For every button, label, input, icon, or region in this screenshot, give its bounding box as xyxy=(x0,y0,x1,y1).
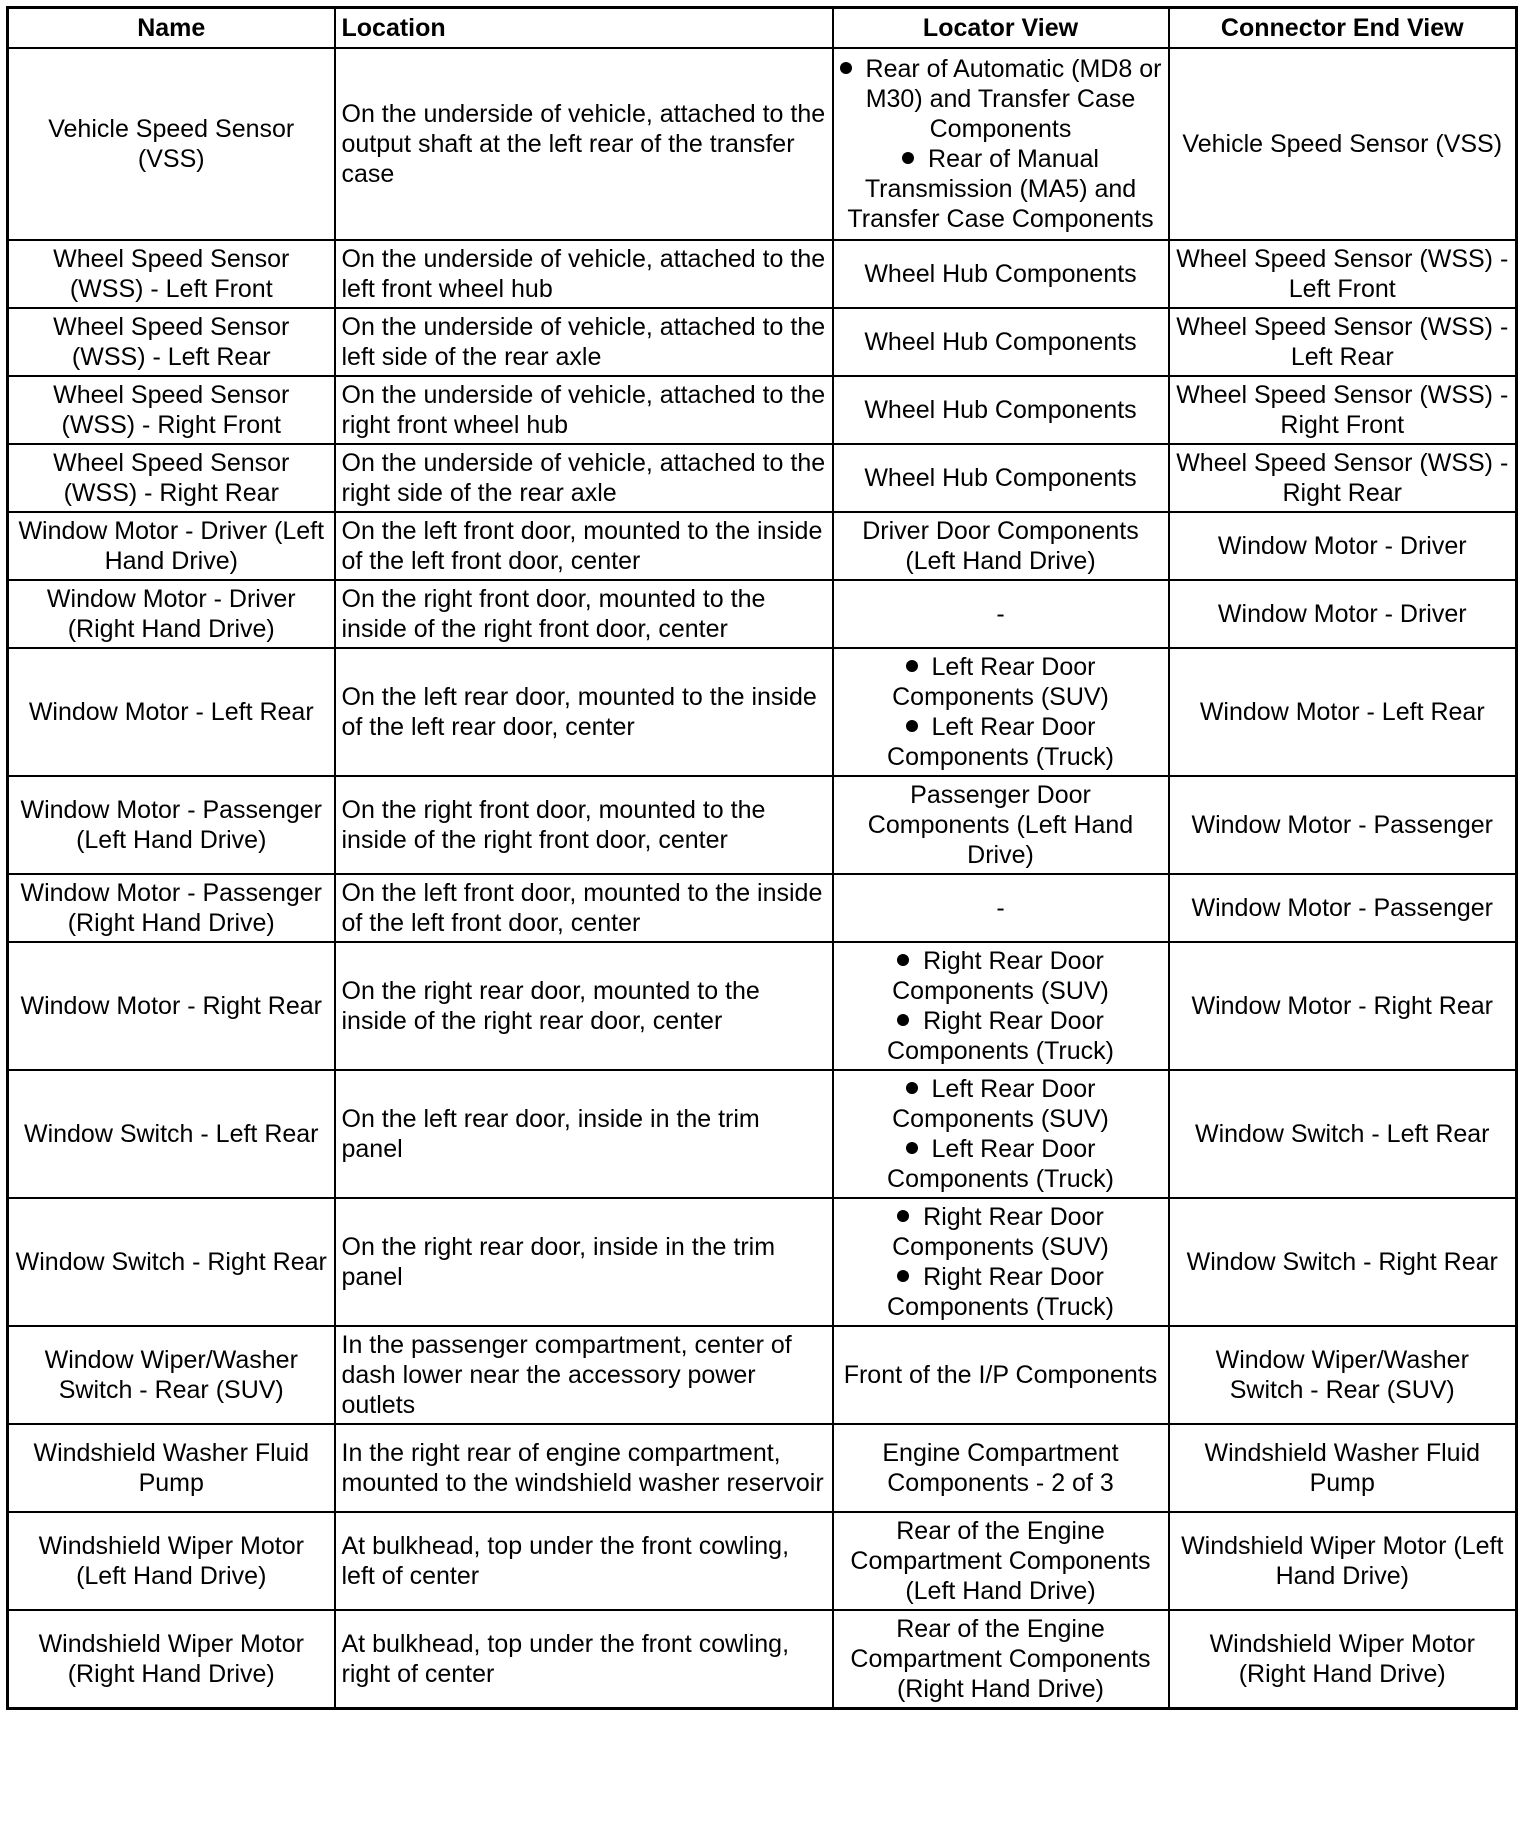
cell-name: Window Switch - Left Rear xyxy=(8,1070,335,1198)
cell-locator-view xyxy=(833,1070,1169,1198)
cell-name: Window Motor - Driver (Right Hand Drive) xyxy=(8,580,335,648)
cell-locator-view: Wheel Hub Components xyxy=(833,376,1169,444)
bullet-icon xyxy=(906,720,918,732)
cell-locator-view: Rear of the Engine Compartment Components (Right Hand Drive) xyxy=(833,1610,1169,1709)
table-row xyxy=(8,240,1517,308)
header-row xyxy=(8,8,1517,49)
cell-name: Window Motor - Passenger (Left Hand Drive) xyxy=(8,776,335,874)
component-locator-table xyxy=(6,6,1518,1710)
cell-locator-view xyxy=(833,942,1169,1070)
locator-view-item xyxy=(840,712,1162,772)
header-locator-view: Locator View xyxy=(833,8,1169,49)
cell-locator-view xyxy=(833,1198,1169,1326)
bullet-icon xyxy=(897,954,909,966)
bullet-icon xyxy=(906,1142,918,1154)
cell-connector-end-view: Window Motor - Left Rear xyxy=(1169,648,1517,776)
cell-locator-view: Passenger Door Components (Left Hand Drive) xyxy=(833,776,1169,874)
cell-location: On the right front door, mounted to the inside of the right front door, center xyxy=(335,776,833,874)
cell-location: At bulkhead, top under the front cowling, right of center xyxy=(335,1610,833,1709)
locator-view-list xyxy=(840,1074,1162,1194)
cell-connector-end-view: Windshield Wiper Motor (Right Hand Drive) xyxy=(1169,1610,1517,1709)
cell-connector-end-view: Windshield Wiper Motor (Left Hand Drive) xyxy=(1169,1512,1517,1610)
cell-locator-view: - xyxy=(833,580,1169,648)
table-row xyxy=(8,1326,1517,1424)
cell-locator-view: Wheel Hub Components xyxy=(833,308,1169,376)
cell-location: At bulkhead, top under the front cowling, left of center xyxy=(335,1512,833,1610)
table-row xyxy=(8,444,1517,512)
cell-name: Window Motor - Left Rear xyxy=(8,648,335,776)
locator-view-text: Right Rear Door Components (SUV) xyxy=(892,1203,1109,1261)
cell-connector-end-view: Window Motor - Driver xyxy=(1169,512,1517,580)
table-row xyxy=(8,512,1517,580)
bullet-icon xyxy=(902,152,914,164)
cell-connector-end-view: Wheel Speed Sensor (WSS) - Left Rear xyxy=(1169,308,1517,376)
cell-name: Window Wiper/Washer Switch - Rear (SUV) xyxy=(8,1326,335,1424)
cell-locator-view: Rear of the Engine Compartment Components (Left Hand Drive) xyxy=(833,1512,1169,1610)
cell-location: On the right rear door, inside in the trim panel xyxy=(335,1198,833,1326)
table-row xyxy=(8,580,1517,648)
cell-connector-end-view: Window Motor - Passenger xyxy=(1169,776,1517,874)
locator-view-text: Right Rear Door Components (Truck) xyxy=(887,1263,1114,1321)
cell-location: On the right front door, mounted to the inside of the right front door, center xyxy=(335,580,833,648)
cell-location: In the right rear of engine compartment, mounted to the windshield washer reservoir xyxy=(335,1424,833,1512)
cell-connector-end-view: Wheel Speed Sensor (WSS) - Right Rear xyxy=(1169,444,1517,512)
table-row xyxy=(8,1198,1517,1326)
locator-view-list xyxy=(840,54,1162,234)
table-row xyxy=(8,1070,1517,1198)
table-row xyxy=(8,48,1517,240)
cell-name: Wheel Speed Sensor (WSS) - Left Front xyxy=(8,240,335,308)
header-connector-end-view: Connector End View xyxy=(1169,8,1517,49)
cell-locator-view: Wheel Hub Components xyxy=(833,444,1169,512)
bullet-icon xyxy=(906,1082,918,1094)
cell-locator-view: Engine Compartment Components - 2 of 3 xyxy=(833,1424,1169,1512)
bullet-icon xyxy=(897,1014,909,1026)
table-row xyxy=(8,942,1517,1070)
bullet-icon xyxy=(897,1270,909,1282)
cell-locator-view: Front of the I/P Components xyxy=(833,1326,1169,1424)
header-location: Location xyxy=(335,8,833,49)
locator-view-item xyxy=(840,652,1162,712)
cell-connector-end-view: Window Wiper/Washer Switch - Rear (SUV) xyxy=(1169,1326,1517,1424)
cell-name: Window Motor - Right Rear xyxy=(8,942,335,1070)
cell-name: Windshield Wiper Motor (Right Hand Drive) xyxy=(8,1610,335,1709)
locator-view-list xyxy=(840,652,1162,772)
bullet-icon xyxy=(840,62,852,74)
cell-locator-view xyxy=(833,648,1169,776)
cell-locator-view: - xyxy=(833,874,1169,942)
locator-view-item xyxy=(840,1006,1162,1066)
cell-name: Window Motor - Driver (Left Hand Drive) xyxy=(8,512,335,580)
cell-connector-end-view: Window Motor - Driver xyxy=(1169,580,1517,648)
table-row xyxy=(8,308,1517,376)
cell-name: Windshield Wiper Motor (Left Hand Drive) xyxy=(8,1512,335,1610)
cell-name: Window Switch - Right Rear xyxy=(8,1198,335,1326)
cell-location: On the right rear door, mounted to the inside of the right rear door, center xyxy=(335,942,833,1070)
cell-name: Vehicle Speed Sensor (VSS) xyxy=(8,48,335,240)
locator-view-item xyxy=(840,1262,1162,1322)
locator-view-text: Left Rear Door Components (Truck) xyxy=(887,713,1114,771)
locator-view-text: Left Rear Door Components (Truck) xyxy=(887,1135,1114,1193)
cell-connector-end-view: Wheel Speed Sensor (WSS) - Right Front xyxy=(1169,376,1517,444)
cell-location: On the underside of vehicle, attached to the left front wheel hub xyxy=(335,240,833,308)
cell-name: Wheel Speed Sensor (WSS) - Right Front xyxy=(8,376,335,444)
locator-view-text: Left Rear Door Components (SUV) xyxy=(892,1075,1109,1133)
locator-view-text: Right Rear Door Components (SUV) xyxy=(892,947,1109,1005)
locator-view-text: Left Rear Door Components (SUV) xyxy=(892,653,1109,711)
cell-connector-end-view: Window Switch - Left Rear xyxy=(1169,1070,1517,1198)
cell-locator-view: Wheel Hub Components xyxy=(833,240,1169,308)
cell-location: On the left front door, mounted to the inside of the left front door, center xyxy=(335,874,833,942)
cell-locator-view: Driver Door Components (Left Hand Drive) xyxy=(833,512,1169,580)
table-row xyxy=(8,376,1517,444)
locator-view-item xyxy=(840,1134,1162,1194)
component-locator-sheet xyxy=(6,6,1518,1710)
table-row xyxy=(8,648,1517,776)
cell-location: In the passenger compartment, center of dash lower near the accessory power outlets xyxy=(335,1326,833,1424)
bullet-icon xyxy=(897,1210,909,1222)
locator-view-item xyxy=(840,1074,1162,1134)
table-row xyxy=(8,1610,1517,1709)
cell-name: Wheel Speed Sensor (WSS) - Right Rear xyxy=(8,444,335,512)
cell-connector-end-view: Wheel Speed Sensor (WSS) - Left Front xyxy=(1169,240,1517,308)
header-name: Name xyxy=(8,8,335,49)
locator-view-text: Rear of Manual Transmission (MA5) and Transfer Case Components xyxy=(847,145,1154,233)
cell-name: Windshield Washer Fluid Pump xyxy=(8,1424,335,1512)
locator-view-item xyxy=(840,54,1162,144)
locator-view-list xyxy=(840,1202,1162,1322)
cell-connector-end-view: Window Motor - Passenger xyxy=(1169,874,1517,942)
table-header xyxy=(8,8,1517,49)
table-row xyxy=(8,874,1517,942)
cell-locator-view xyxy=(833,48,1169,240)
cell-location: On the underside of vehicle, attached to the left side of the rear axle xyxy=(335,308,833,376)
cell-name: Window Motor - Passenger (Right Hand Drive) xyxy=(8,874,335,942)
cell-name: Wheel Speed Sensor (WSS) - Left Rear xyxy=(8,308,335,376)
table-row xyxy=(8,1424,1517,1512)
locator-view-text: Rear of Automatic (MD8 or M30) and Transfer Case Components xyxy=(865,55,1162,143)
cell-location: On the left front door, mounted to the inside of the left front door, center xyxy=(335,512,833,580)
locator-view-item xyxy=(840,144,1162,234)
cell-location: On the underside of vehicle, attached to the right front wheel hub xyxy=(335,376,833,444)
cell-location: On the left rear door, inside in the trim panel xyxy=(335,1070,833,1198)
cell-location: On the underside of vehicle, attached to the right side of the rear axle xyxy=(335,444,833,512)
table-row xyxy=(8,1512,1517,1610)
locator-view-text: Right Rear Door Components (Truck) xyxy=(887,1007,1114,1065)
cell-connector-end-view: Window Motor - Right Rear xyxy=(1169,942,1517,1070)
locator-view-list xyxy=(840,946,1162,1066)
locator-view-item xyxy=(840,946,1162,1006)
bullet-icon xyxy=(906,660,918,672)
cell-location: On the left rear door, mounted to the inside of the left rear door, center xyxy=(335,648,833,776)
cell-connector-end-view: Windshield Washer Fluid Pump xyxy=(1169,1424,1517,1512)
cell-connector-end-view: Vehicle Speed Sensor (VSS) xyxy=(1169,48,1517,240)
locator-view-item xyxy=(840,1202,1162,1262)
table-body xyxy=(8,48,1517,1709)
table-row xyxy=(8,776,1517,874)
cell-connector-end-view: Window Switch - Right Rear xyxy=(1169,1198,1517,1326)
cell-location: On the underside of vehicle, attached to the output shaft at the left rear of the transfer case xyxy=(335,48,833,240)
